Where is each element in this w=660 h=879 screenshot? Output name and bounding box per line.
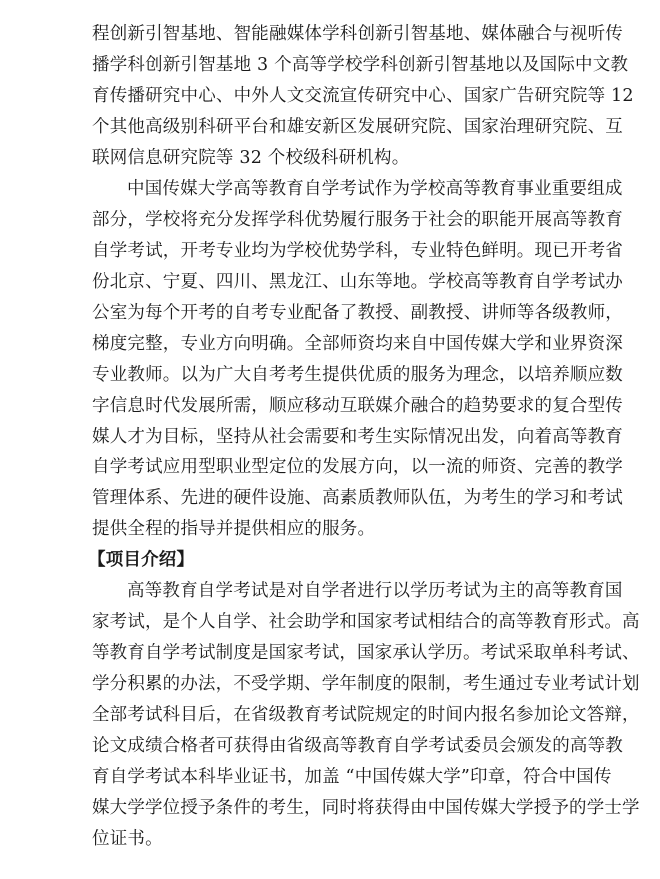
paragraph-1-line-3: 育传播研究中心、中外人文交流宣传研究中心、国家广告研究院等 12	[92, 85, 634, 106]
paragraph-2-line-4: 份北京、宁夏、四川、黑龙江、山东等地。学校高等教育自学考试办	[92, 271, 623, 292]
paragraph-3-line-7: 育自学考试本科毕业证书，加盖 “中国传媒大学”印章，符合中国传	[92, 767, 612, 788]
paragraph-1-line-1: 程创新引智基地、智能融媒体学科创新引智基地、媒体融合与视听传	[92, 24, 623, 44]
paragraph-1-line-4: 个其他高级别科研平台和雄安新区发展研究院、国家治理研究院、互	[92, 116, 623, 137]
paragraph-2-line-7: 专业教师。以为广大自考考生提供优质的服务为理念，以培养顺应数	[92, 364, 623, 385]
paragraph-3-line-2: 家考试，是个人自学、社会助学和国家考试相结合的高等教育形式。高	[92, 612, 640, 633]
paragraph-2-line-6: 梯度完整，专业方向明确。全部师资均来自中国传媒大学和业界资深	[92, 333, 623, 354]
paragraph-3-line-1: 高等教育自学考试是对自学者进行以学历考试为主的高等教育国	[127, 581, 623, 602]
paragraph-2-line-5: 公室为每个开考的自考专业配备了教授、副教授、讲师等各级教师，	[92, 302, 623, 323]
paragraph-2-line-2: 部分，学校将充分发挥学科优势履行服务于社会的职能开展高等教育	[92, 209, 623, 230]
paragraph-2-line-9: 媒人才为目标，坚持从社会需要和考生实际情况出发，向着高等教育	[92, 426, 623, 447]
paragraph-3-line-8: 媒大学学位授予条件的考生，同时将获得由中国传媒大学授予的学士学	[92, 798, 640, 819]
paragraph-2-line-12: 提供全程的指导并提供相应的服务。	[92, 519, 376, 540]
paragraph-2-line-8: 字信息时代发展所需，顺应移动互联媒介融合的趋势要求的复合型传	[92, 395, 623, 416]
paragraph-1-line-2: 播学科创新引智基地 3 个高等学校学科创新引智基地以及国际中文教	[92, 54, 629, 75]
paragraph-3-line-6: 论文成绩合格者可获得由省级高等教育自学考试委员会颁发的高等教	[92, 736, 623, 757]
paragraph-3-line-9: 位证书。	[92, 829, 163, 849]
paragraph-3-line-4: 学分积累的办法，不受学期、学年制度的限制，考生通过专业考试计划	[92, 674, 640, 695]
paragraph-2-line-1: 中国传媒大学高等教育自学考试作为学校高等教育事业重要组成	[127, 178, 623, 199]
section-heading: 【项目介绍】	[88, 550, 195, 571]
paragraph-2-line-11: 管理体系、先进的硬件设施、高素质教师队伍，为考生的学习和考试	[92, 488, 623, 509]
paragraph-3-line-5: 全部考试科目后，在省级教育考试院规定的时间内报名参加论文答辩，	[92, 705, 640, 726]
paragraph-1-line-5: 联网信息研究院等 32 个校级科研机构。	[92, 147, 410, 168]
paragraph-3-line-3: 等教育自学考试制度是国家考试，国家承认学历。考试采取单科考试、	[92, 643, 640, 664]
paragraph-2-line-3: 自学考试，开考专业均为学校优势学科，专业特色鲜明。现已开考省	[92, 240, 623, 261]
paragraph-2-line-10: 自学考试应用型职业型定位的发展方向，以一流的师资、完善的教学	[92, 457, 623, 478]
